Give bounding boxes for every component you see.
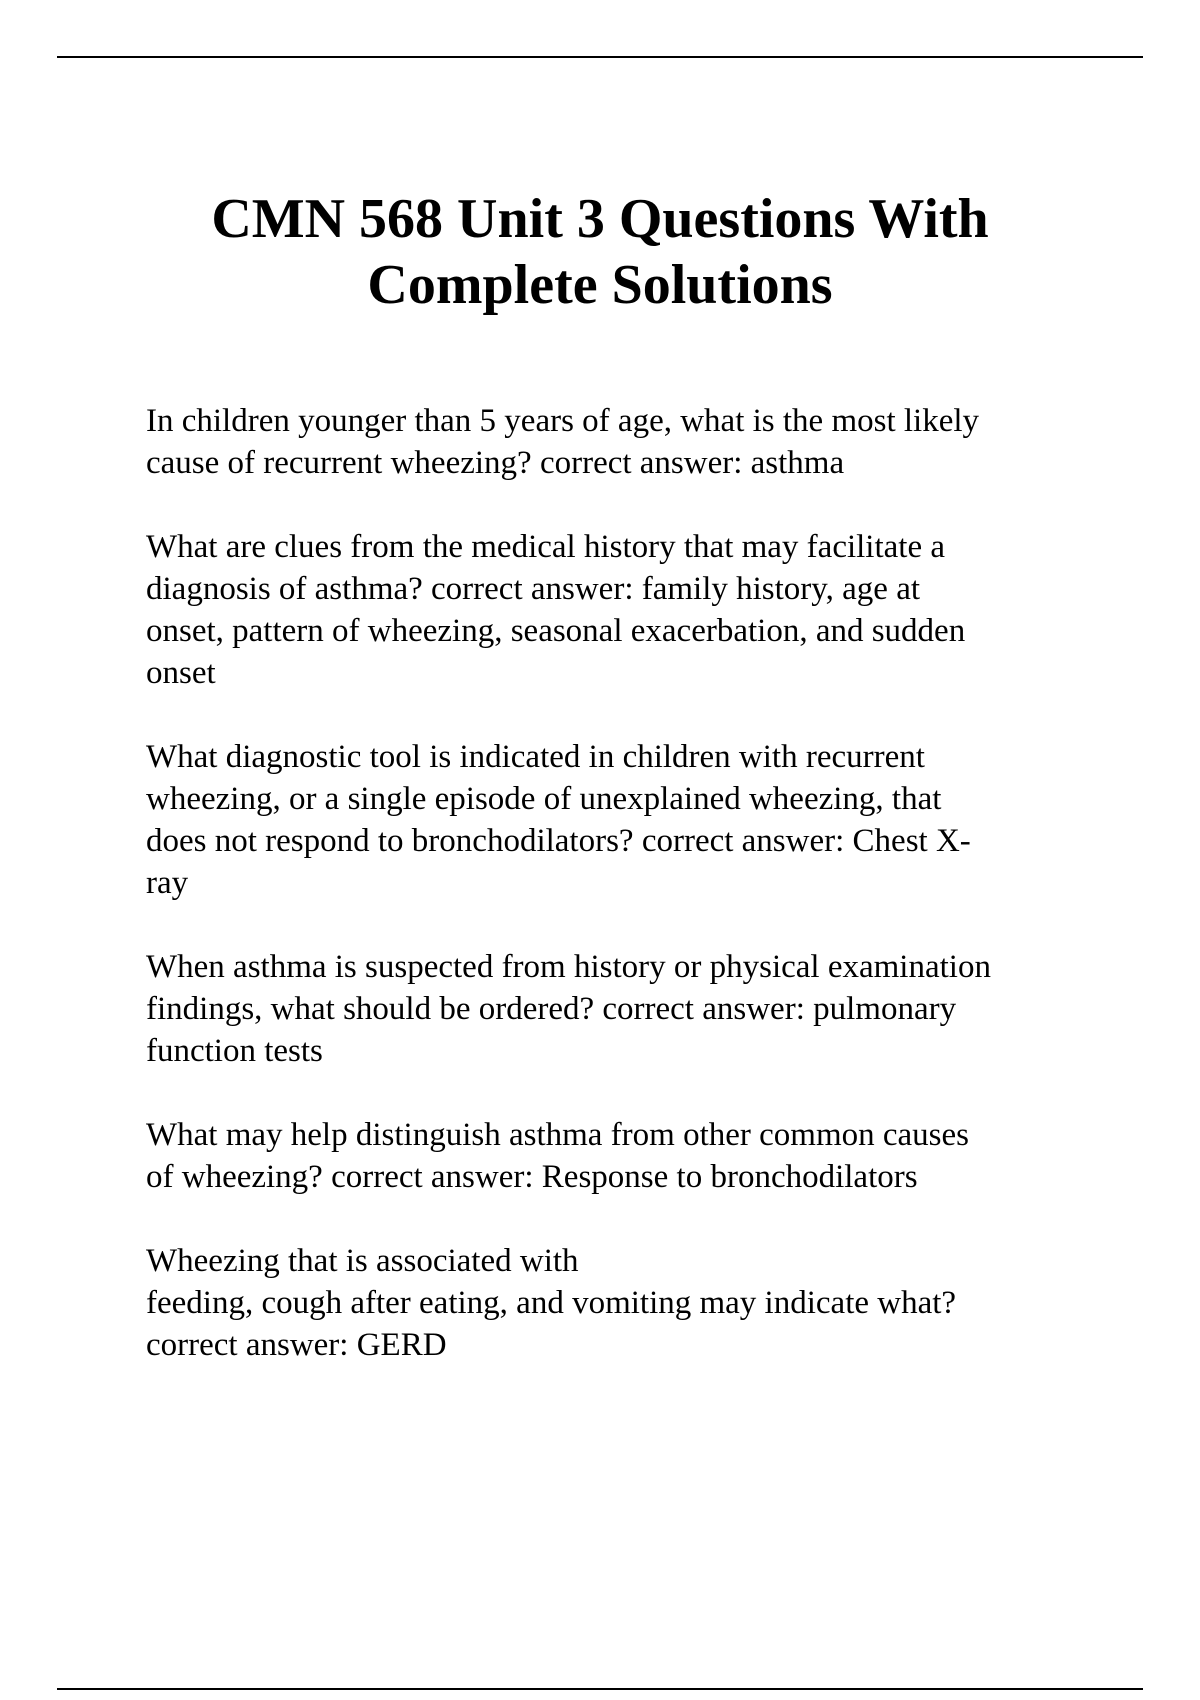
qa-line: What diagnostic tool is indicated in children with recurrent <box>146 739 925 775</box>
qa-item <box>146 736 1086 904</box>
qa-line: ray <box>146 865 189 901</box>
qa-line: of wheezing? correct answer: Response to bronchodilators <box>146 1159 918 1195</box>
qa-item <box>146 526 1086 694</box>
qa-line: does not respond to bronchodilators? correct answer: Chest X- <box>146 823 971 859</box>
qa-line: In children younger than 5 years of age, what is the most likely <box>146 403 980 439</box>
qa-item <box>146 1114 1086 1198</box>
qa-line: findings, what should be ordered? correct answer: pulmonary <box>146 991 957 1027</box>
qa-line: What may help distinguish asthma from other common causes <box>146 1117 969 1153</box>
qa-line: When asthma is suspected from history or physical examination <box>146 949 991 985</box>
qa-line: cause of recurrent wheezing? correct answer: asthma <box>146 445 845 481</box>
qa-line: correct answer: GERD <box>146 1327 447 1363</box>
qa-line: function tests <box>146 1033 323 1069</box>
title-line: Complete Solutions <box>367 254 833 316</box>
qa-line: feeding, cough after eating, and vomiting may indicate what? <box>146 1285 957 1321</box>
qa-list <box>146 400 1086 1408</box>
qa-line: Wheezing that is associated with <box>146 1243 579 1279</box>
bottom-rule <box>57 1688 1143 1690</box>
qa-item <box>146 946 1086 1072</box>
qa-item <box>146 400 1086 484</box>
title-line: CMN 568 Unit 3 Questions With <box>211 188 989 250</box>
document-title <box>100 186 1100 318</box>
qa-line: wheezing, or a single episode of unexplained wheezing, that <box>146 781 942 817</box>
qa-line: onset, pattern of wheezing, seasonal exacerbation, and sudden <box>146 613 966 649</box>
qa-line: What are clues from the medical history that may facilitate a <box>146 529 945 565</box>
qa-line: diagnosis of asthma? correct answer: family history, age at <box>146 571 921 607</box>
qa-item <box>146 1240 1086 1366</box>
qa-line: onset <box>146 655 216 691</box>
top-rule <box>57 56 1143 58</box>
